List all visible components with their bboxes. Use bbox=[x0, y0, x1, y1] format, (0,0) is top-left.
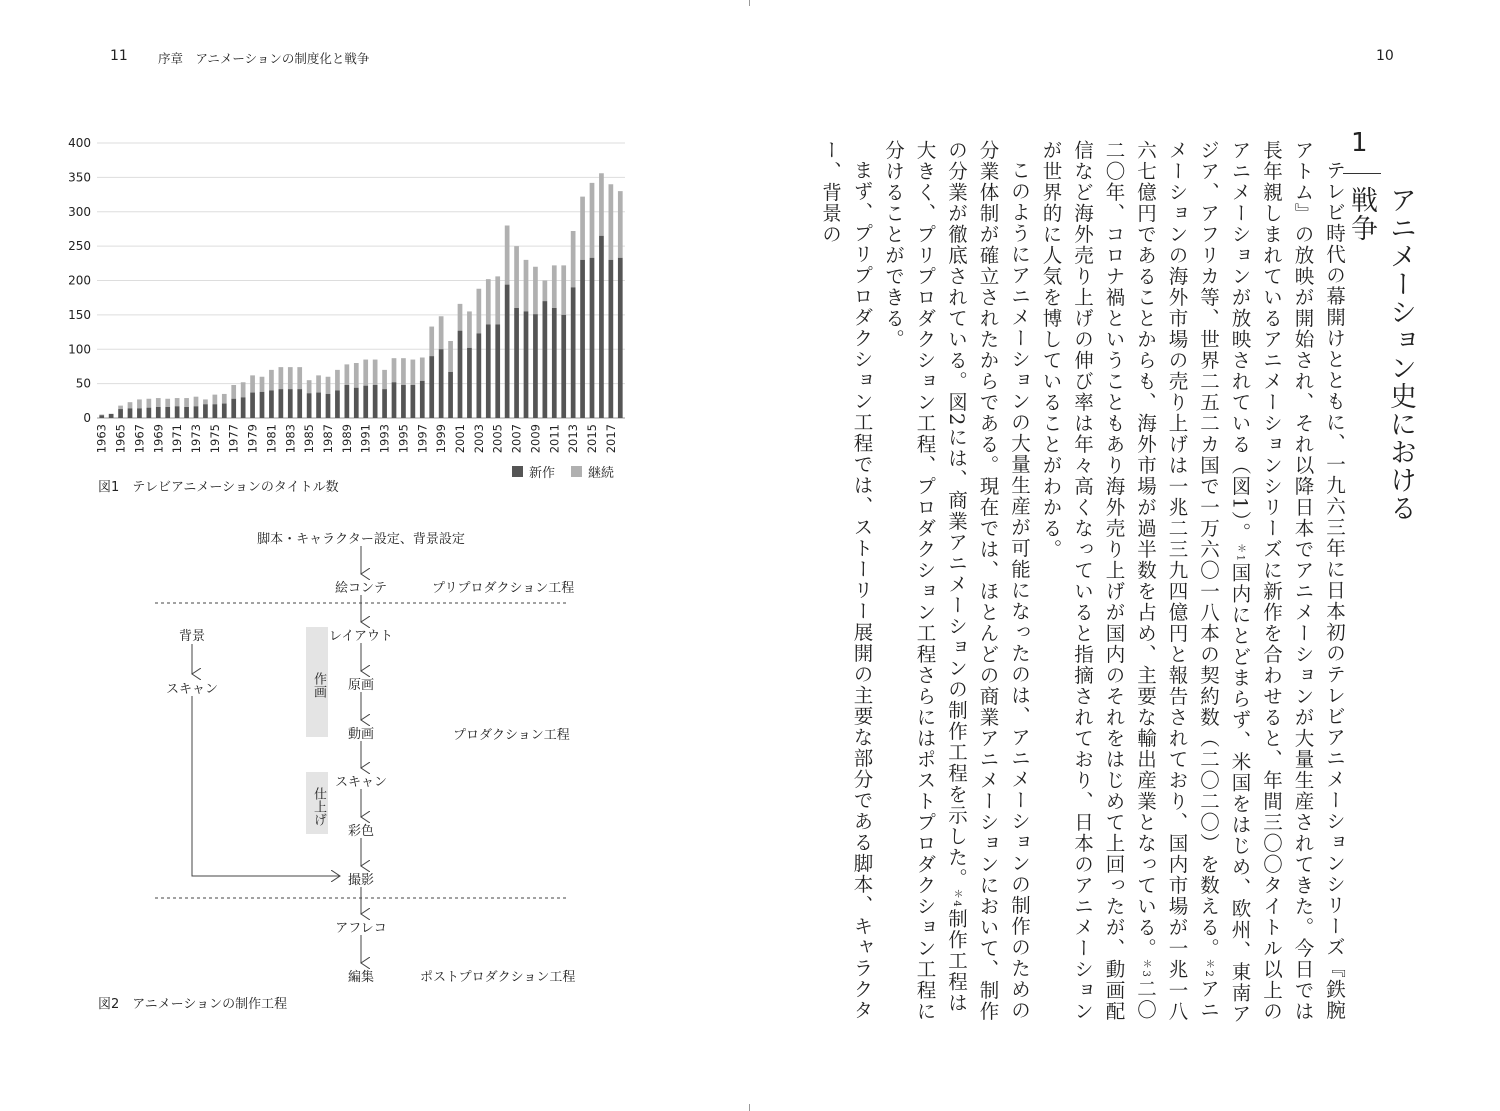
node-inbetween: 動画 bbox=[347, 727, 375, 742]
node-editing: 編集 bbox=[347, 970, 375, 985]
stage-preproduction: プリプロダクション工程 bbox=[432, 581, 575, 596]
x-tick-label: 1995 bbox=[396, 424, 411, 454]
node-compositing: 撮影 bbox=[347, 873, 375, 888]
x-tick-label: 1965 bbox=[113, 424, 128, 454]
y-tick-label: 0 bbox=[83, 411, 91, 425]
section-number: 1 bbox=[1351, 128, 1368, 158]
x-tick-label: 1979 bbox=[245, 424, 260, 454]
x-tick-label: 1993 bbox=[377, 424, 392, 454]
y-tick-label: 50 bbox=[75, 376, 91, 391]
x-tick-label: 1983 bbox=[283, 424, 298, 454]
x-tick-label: 1975 bbox=[207, 424, 222, 454]
x-tick-label: 2015 bbox=[585, 424, 599, 454]
node-background: 背景 bbox=[178, 629, 206, 644]
node-layout: レイアウト bbox=[329, 629, 393, 644]
x-tick-label: 2005 bbox=[490, 424, 505, 454]
section-title: アニメーション史における戦争 bbox=[1346, 186, 1416, 522]
x-tick-label: 1999 bbox=[434, 424, 449, 454]
y-tick-label: 350 bbox=[68, 170, 91, 185]
node-storyboard: 絵コンテ bbox=[334, 581, 388, 596]
x-tick-label: 2001 bbox=[453, 424, 467, 454]
figure1-caption: 図1 テレビアニメーションのタイトル数 bbox=[98, 480, 339, 495]
legend-label-continuing: 継続 bbox=[588, 466, 615, 481]
x-tick-label: 1991 bbox=[358, 424, 373, 454]
left-page-number: 11 bbox=[110, 48, 128, 64]
x-tick-label: 1963 bbox=[94, 424, 109, 454]
y-tick-label: 200 bbox=[68, 273, 91, 288]
x-tick-label: 1989 bbox=[339, 424, 354, 454]
node-scan-shiage: スキャン bbox=[334, 775, 388, 790]
x-tick-label: 2011 bbox=[547, 424, 562, 454]
y-tick-label: 300 bbox=[68, 204, 91, 219]
group-shiage: 仕上げ bbox=[306, 772, 328, 834]
x-tick-label: 1971 bbox=[170, 424, 185, 454]
node-coloring: 彩色 bbox=[347, 824, 375, 839]
y-tick-label: 400 bbox=[68, 136, 91, 150]
group-sakuga: 作画 bbox=[306, 627, 328, 737]
stage-production: プロダクション工程 bbox=[453, 728, 570, 743]
y-tick-label: 100 bbox=[68, 342, 91, 357]
body-text bbox=[815, 140, 1351, 1030]
x-tick-label: 1981 bbox=[264, 424, 279, 454]
x-tick-label: 2017 bbox=[603, 424, 618, 454]
note-ref-2: ＊2 bbox=[1203, 959, 1214, 979]
paragraph-2: このようにアニメーションの大量生産が可能になったのは、アニメーションの制作のための分業体制が確立されたからである。現在では、ほとんどの商業アニメーションにおいて、制作の分業が徹底されている。図2には、商業アニメーションの制作工程を示した。＊4制作工程は大きく、プリプロダクション工程、プロダクション工程さらにはポストプロダクション工程に分けることができる。 bbox=[882, 140, 1031, 1022]
node-afreco: アフレコ bbox=[335, 921, 387, 936]
x-tick-label: 2013 bbox=[566, 424, 581, 454]
left-running-title: 序章 アニメーションの制度化と戦争 bbox=[158, 51, 370, 66]
y-tick-label: 150 bbox=[68, 307, 91, 322]
x-tick-label: 1987 bbox=[321, 424, 335, 454]
node-script-settings: 脚本・キャラクター設定、背景設定 bbox=[257, 532, 465, 547]
y-tick-label: 250 bbox=[68, 239, 91, 254]
note-ref-3: ＊3 bbox=[1140, 959, 1151, 979]
note-ref-4: ＊4 bbox=[951, 888, 962, 909]
x-tick-label: 1985 bbox=[302, 424, 317, 454]
x-tick-label: 1973 bbox=[189, 424, 203, 454]
figure2-caption: 図2 アニメーションの制作工程 bbox=[98, 997, 288, 1012]
x-tick-label: 2009 bbox=[528, 424, 543, 454]
x-tick-label: 1969 bbox=[151, 424, 166, 454]
x-tick-label: 2003 bbox=[471, 424, 486, 454]
node-scan-background: スキャン bbox=[165, 682, 219, 697]
x-tick-label: 1997 bbox=[415, 424, 430, 454]
paragraph-1: テレビ時代の幕開けとともに、一九六三年に日本初のテレビアニメーションシリーズ『鉄腕アトム』の放映が開始され、それ以降日本でアニメーションが大量生産されてきた。今日では長年親しまれているアニメーションシリーズに新作を合わせると、年間三〇〇タイトル以上のアニメーションが放映されている（図1）。＊1国内にとどまらず、米国をはじめ、欧州、東南アジア、アフリカ等、世界二五二カ国で一万六〇一八本の契約数（二〇二〇）を数える。＊2アニメーションの海外市場の売り上げは一兆二三九四億円と報告されており、国内市場が一兆一八六七億円であることからも、海外市場が過半数を占め、主要な輸出産業となっている。＊3二〇二〇年、コロナ禍ということもあり海外売り上げが国内のそれをはじめて上回ったが、動画配信など海外売り上げの伸び率は年々高くなっていると指摘されており、日本のアニメーションが世界的に人気を博していることがわかる。 bbox=[1039, 140, 1346, 1025]
x-tick-label: 1977 bbox=[226, 424, 241, 454]
paragraph-3: まず、プリプロダクション工程では、ストーリー展開の主要な部分である脚本、キャラクター、背景の bbox=[819, 140, 874, 1021]
x-tick-label: 2007 bbox=[509, 424, 524, 454]
right-page-number: 10 bbox=[1376, 48, 1394, 64]
note-ref-1: ＊1 bbox=[1234, 543, 1246, 563]
legend-label-new: 新作 bbox=[529, 466, 556, 481]
x-tick-label: 1967 bbox=[132, 424, 147, 454]
stage-postproduction: ポストプロダクション工程 bbox=[420, 970, 576, 985]
node-keyframes: 原画 bbox=[347, 678, 375, 693]
